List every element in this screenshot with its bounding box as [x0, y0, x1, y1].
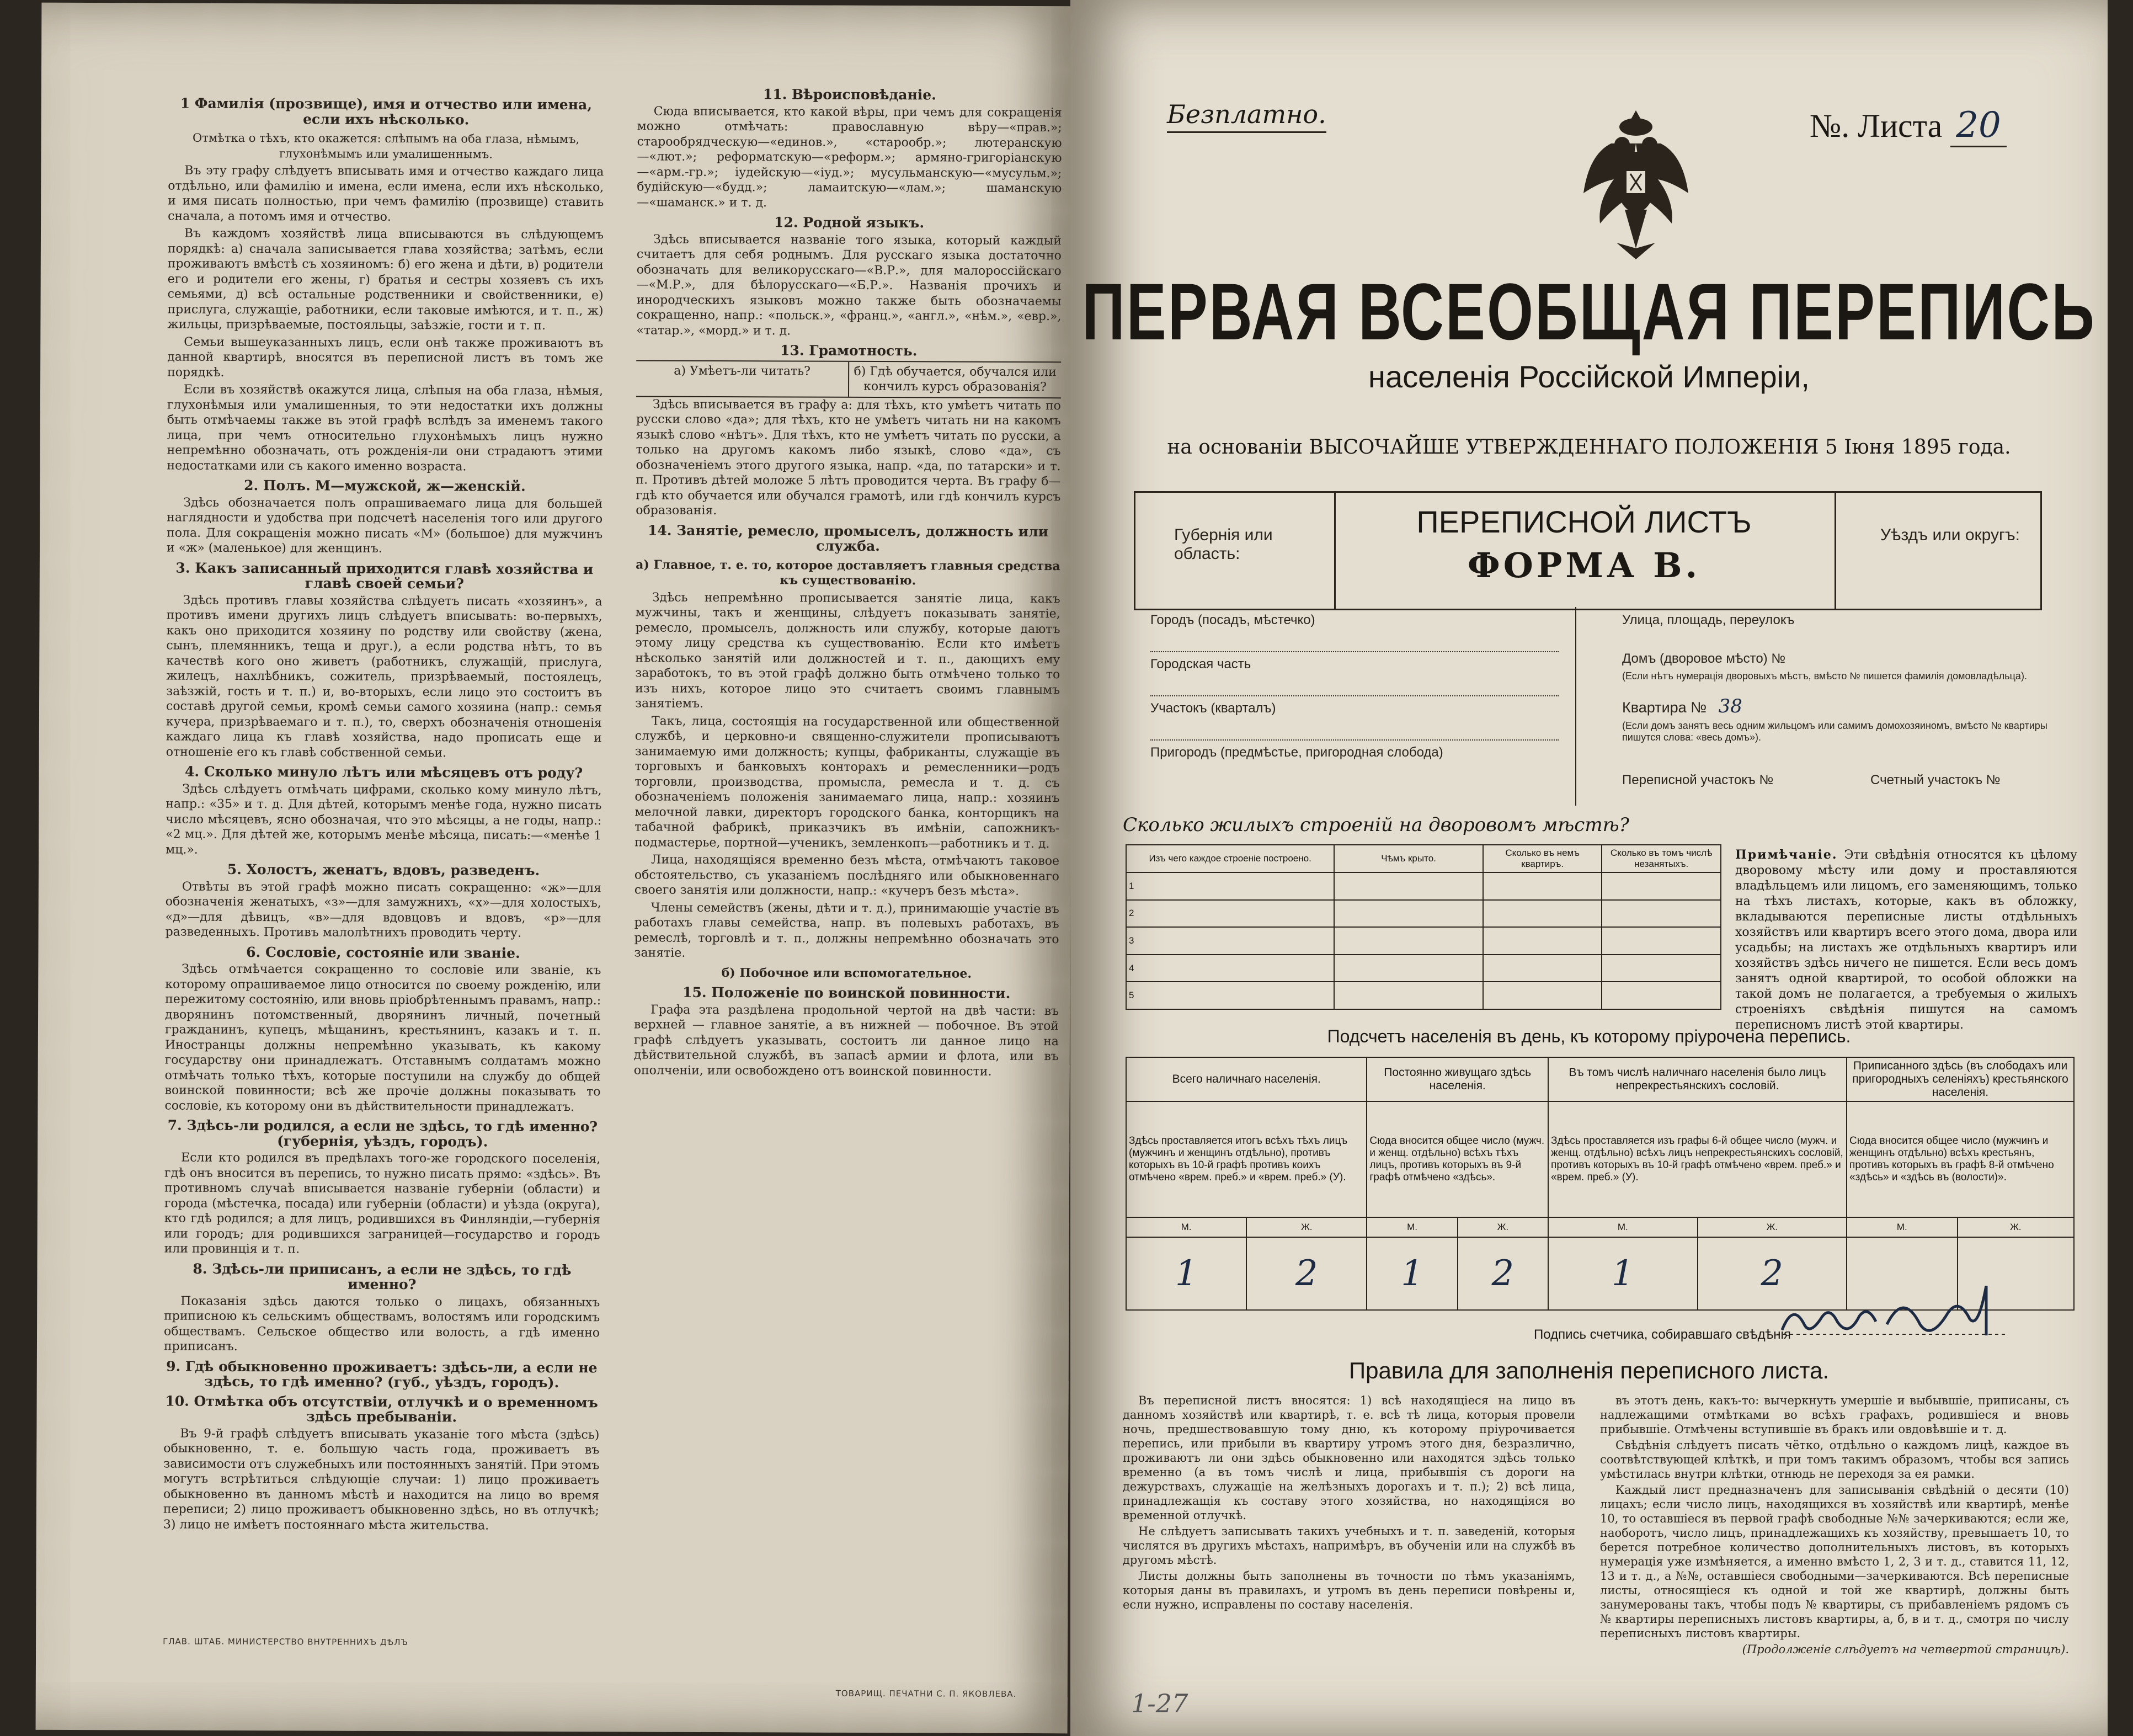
paragraph: Въ 9-й графѣ слѣдуетъ вписывать указаніе того мѣста (здѣсь) обыкновенно, т. е. большую часть года, проживаетъ въ зависимости отъ служебныхъ или постоянныхъ занятій. При этомъ могутъ встрѣтиться слѣдующіе случаи: 1) лицо проживаетъ обыкновенно въ данномъ мѣстѣ и находится на лицо во время переписи; 2) лицо проживаетъ обыкновенно здѣсь, но въ отлучкѣ; 3) лицо не имѣетъ постояннаго мѣста жительства.: [163, 1426, 600, 1533]
rules-column-2: [1600, 1393, 2069, 1657]
paragraph: Здѣсь обозначается полъ опрашиваемаго лица для большей наглядности и удобства при подсчетѣ населенія того или другого пола. Для сокращенія можно писать «М» (большое) для мужчинъ и «ж» (маленькое) для женщинъ.: [166, 496, 603, 556]
city-field[interactable]: Городъ (посадъ, мѣстечко): [1150, 613, 1315, 627]
buildings-table: [1126, 844, 1721, 1010]
table-cell[interactable]: [1602, 872, 1721, 900]
male-label: М.: [1847, 1217, 1958, 1237]
note-text: Эти свѣдѣнія относятся къ цѣлому дворовому мѣсту или дому и проставляются владѣльцемъ или лицомъ, его заменяющимъ, только на тѣхъ листахъ, которые, какъ въ обложку, вкладываются переписные листы отдѣльныхъ хозяйствъ или квартиръ всего этого дома, двора или усадьбы; на листахъ же отдѣльныхъ квартиръ или хозяйствъ здѣсь ничего не пишется. Если весь домъ занятъ одной квартирой, то особой обложки на такой домъ не полагается, а требуемыя о жилыхъ строеніяхъ свѣдѣнія пишутся на самомъ переписномъ листѣ этой квартиры.: [1735, 848, 2078, 1032]
population-count-table: [1126, 1057, 2075, 1311]
left-page: [36, 3, 1074, 1734]
buildings-row-label[interactable]: 5: [1126, 982, 1334, 1009]
sheet-number: [1810, 105, 2007, 146]
buildings-col-vacant: Сколько въ томъ числѣ незанятыхъ.: [1602, 845, 1721, 872]
apartment-field[interactable]: [1622, 695, 1742, 717]
section-heading-2: 2. Полъ. М—мужской, ж—женскій.: [244, 477, 526, 494]
section-heading-6: 6. Сословіе, состояніе или званіе.: [246, 944, 520, 961]
count-col-peasant: Приписанного здѣсь (въ слободахъ или пригородныхъ селеніяхъ) крестьянского населенія.: [1847, 1057, 2074, 1101]
count-desc-peasant: Сюда вносится общее число (мужчинъ и женщинъ отдѣльно) всѣхъ крестьянъ, противъ которыхъ въ графѣ 8-й отмѣчено «здѣсь» и «здѣсь въ (волости)».: [1847, 1101, 2074, 1217]
section-heading-11: 11. Вѣроисповѣданіе.: [762, 86, 936, 103]
table-cell[interactable]: [1334, 955, 1483, 982]
paragraph: Листы должны быть заполнены въ точности по тѣмъ указаніямъ, которыя даны въ правилахъ, и утромъ въ день переписи повѣрены и, если нужно, исправлены по составу населенія.: [1123, 1569, 1575, 1611]
count-col-permanent: Постоянно живущаго здѣсь населенія.: [1367, 1057, 1548, 1101]
table-cell[interactable]: [1483, 872, 1602, 900]
population-count-title: Подсчетъ населенія въ день, къ которому пріурочена перепись.: [1327, 1026, 1851, 1046]
apartment-label: Квартира №: [1622, 699, 1707, 716]
section-heading-5: 5. Холостъ, женатъ, вдовъ, разведенъ.: [227, 861, 540, 878]
census-area-field[interactable]: Переписной участокъ №: [1622, 773, 1774, 787]
sheet-number-value: 20: [1950, 105, 2006, 147]
male-label: М.: [1548, 1217, 1698, 1237]
paragraph: Показанія здѣсь даются только о лицахъ, обязанныхъ приписною къ сельскимъ обществамъ, волостямъ или городскимъ обществамъ. Сельское общество или волость, а гдѣ именно приписанъ.: [163, 1294, 600, 1354]
precinct-field[interactable]: Участокъ (кварталъ): [1150, 701, 1276, 716]
buildings-col-material: Изъ чего каждое строеніе построено.: [1126, 845, 1334, 872]
paragraph: Здѣсь непремѣнно прописывается занятіе лица, какъ мужчины, такъ и женщины, слѣдуетъ показывать занятіе, ремесло, промыселъ, должность или службу, которые даютъ этому лицу средства къ существованію. Если кто имѣетъ нѣсколько занятій или должностей и т. п., дающихъ ему заработокъ, то въ этой графѣ должно быть отмѣчено только то изъ нихъ, которое лицо это считаетъ своимъ главнымъ занятіемъ.: [634, 590, 1060, 711]
table-cell[interactable]: [1602, 955, 1721, 982]
count-value[interactable]: 1: [1548, 1237, 1698, 1310]
female-label: Ж.: [1958, 1217, 2074, 1237]
house-note: (Если нѣтъ нумерація дворовыхъ мѣстъ, вмѣсто № пишется фамилія домовладѣльца).: [1622, 670, 2027, 681]
paragraph: Отвѣты въ этой графѣ можно писать сокращенно: «ж»—для обозначенія женатыхъ, «з»—для замужнихъ, «х»—для холостыхъ, «д»—для дѣвицъ, «в»—для вдовцовъ и вдовъ, «р»—для разведенныхъ. Противъ малолѣтнихъ проводить черту.: [165, 880, 601, 940]
uezd-label: Уѣздъ или округъ:: [1880, 526, 2020, 544]
printer-mark-right: ТОВАРИЩ. ПЕЧАТНИ С. П. ЯКОВЛЕВА.: [835, 1688, 1017, 1699]
count-desc-nonpeasant: Здѣсь проставляется изъ графы 6-й общее число (мужч. и женщ. отдѣльно) всѣхъ лицъ непрекрестьянскихъ сословій, противъ которыхъ въ 10-й графѣ отмѣчено «врем. преб.» и «врем. преб.» (У).: [1548, 1101, 1847, 1217]
table-cell[interactable]: [1483, 900, 1602, 928]
form-title: ПЕРЕПИСНОЙ ЛИСТЪ: [1416, 504, 1752, 539]
section-heading-4: 4. Сколько минуло лѣтъ или мѣсяцевъ отъ роду?: [184, 763, 583, 781]
uezd-cell[interactable]: [1835, 493, 2040, 609]
form-title-cell: [1336, 493, 1832, 609]
buildings-col-apartments: Сколько въ немъ квартиръ.: [1483, 845, 1602, 872]
section-heading-13: 13. Грамотность.: [780, 342, 918, 359]
instructions-column-1: [163, 92, 604, 1536]
paragraph: Графа эта раздѣлена продольной чертой на двѣ части: въ верхней — главное занятіе, а въ нижней — побочное. Въ этой графѣ слѣдуетъ указывать, состоитъ ли данное лицо на дѣйствительной службѣ, въ запасѣ армии и флота, или въ ополченіи, или освобождено отъ воинской повинности.: [633, 1003, 1059, 1079]
page-title: ПЕРВАЯ ВСЕОБЩАЯ ПЕРЕПИСЬ: [1082, 266, 2096, 357]
table-cell[interactable]: [1483, 927, 1602, 955]
paragraph: Члены семействъ (жены, дѣти и т. д.), принимающіе участіе въ работахъ главы семейства, напр. въ полевыхъ работахъ, въ ремеслѣ, торговлѣ и т. п., должны непремѣнно обозначать это занятіе.: [634, 901, 1059, 960]
female-label: Ж.: [1246, 1217, 1367, 1237]
divider: [1150, 739, 1559, 741]
paragraph: Здѣсь отмѣчается сокращенно то сословіе или званіе, къ которому опрашиваемое лицо относится по своему рожденію, или пережитому состоянію, или вновь пріобрѣтеннымъ правамъ, напр.: дворянинъ потомственный, дворянинъ личный, почетный гражданинъ, купецъ, мѣщанинъ, крестьянинъ, казакъ и т. п. Иностранцы должны непремѣнно указывать, къ какому государству они принадлежатъ. Отставнымъ солдатамъ можно отмѣчать только тѣхъ, которые поступили на службу до общей воинской повинности; всѣ же прочіе должны показывать то сословіе, къ которому они въ дѣйствительности принадлежатъ.: [164, 962, 601, 1114]
gubernia-label: Губернія или область:: [1174, 526, 1273, 563]
archive-mark: 1-27: [1131, 1689, 1188, 1718]
table-cell[interactable]: [1334, 872, 1483, 900]
rules-column-1: [1123, 1393, 1575, 1613]
count-value[interactable]: 2: [1458, 1237, 1548, 1310]
paragraph: Въ переписной листъ вносятся: 1) всѣ находящіеся на лицо въ данномъ хозяйствѣ или квартирѣ, т. е. всѣ тѣ лица, которыя провели ночь, предшествовавшую тому дню, къ которому пріурочивается перепись, или прибыли въ квартиру утромъ этого дня, безразлично, проживаютъ ли они здѣсь обыкновенно или находятся здѣсь только временно (а въ томъ числѣ и лица, прибывшія съ дороги на дежурствахъ, служащіе на желѣзныхъ дорогахъ и т. п.); 2) всѣ лица, принадлежащія къ составу этого хозяйства, но находящіяся во временной отлучкѣ.: [1123, 1394, 1575, 1522]
count-value[interactable]: 1: [1126, 1237, 1246, 1310]
suburb-field[interactable]: Пригородъ (предмѣстье, пригородная слобода): [1150, 745, 1443, 760]
apartment-value: 38: [1718, 695, 1742, 717]
table-cell[interactable]: [1334, 927, 1483, 955]
paragraph: Здѣсь вписывается въ графу а: для тѣхъ, кто умѣетъ читать по русски слово «да»; для тѣхъ, кто не умѣетъ читать ни на какомъ языкѣ слово «нѣтъ». Для тѣхъ, кто не умѣетъ читать по русски, а только на другомъ какомъ либо языкѣ, слово «да», съ обозначеніемъ этого другого языка, напр. «да, по татарски» и т. п. Противъ дѣтей моложе 5 лѣтъ проводится черта. Въ графу б—гдѣ кто обучается или обучался грамотѣ, или гдѣ кончилъ курсъ образованія.: [636, 397, 1061, 518]
printer-mark-left: ГЛАВ. ШТАБ. МИНИСТЕРСТВО ВНУТРЕННИХЪ ДѢЛЪ: [163, 1636, 409, 1648]
count-desc-permanent: Сюда вносится общее число (мужч. и женщ. отдѣльно) всѣхъ тѣхъ лицъ, противъ которыхъ въ 9-й графѣ отмѣчено «здѣсь».: [1367, 1101, 1548, 1217]
paragraph: Въ каждомъ хозяйствѣ лица вписываются въ слѣдующемъ порядкѣ: а) сначала записывается глава хозяйства; затѣмъ, если проживаютъ вмѣстѣ съ хозяиномъ: б) его жена и дѣти, в) родители его и родители его жены, г) братья и сестры хозяевъ съ ихъ семьями, д) всѣ остальные родственники и свойственники, е) прислуга, служащіе, работники, если таковые имѣются, и т. п., ж) жильцы, призрѣваемые, постояльцы, заѣзжіе, гости и т. п.: [167, 226, 604, 333]
counter-signature: [1777, 1286, 2008, 1346]
buildings-col-roof: Чѣмъ крыто.: [1334, 845, 1483, 872]
address-fields: [1595, 607, 2047, 806]
sheet-number-label: №. Листа: [1810, 108, 1943, 144]
count-col-nonpeasant: Въ томъ числѣ наличнаго населенія было лицъ непрекрестьянскихъ сословій.: [1548, 1057, 1847, 1101]
male-label: М.: [1126, 1217, 1246, 1237]
count-value[interactable]: 2: [1246, 1237, 1367, 1310]
female-label: Ж.: [1458, 1217, 1548, 1237]
paragraph: Въ эту графу слѣдуетъ вписывать имя и отчество каждаго лица отдѣльно, или фамилію и имена, если имена, если ихъ нѣсколько, и имя писать полностью, при чемъ фамилію (прозвище) ставить сначала, а потомъ имя и отчество.: [168, 163, 604, 224]
table-cell[interactable]: [1334, 982, 1483, 1009]
table-cell[interactable]: [1602, 927, 1721, 955]
buildings-row-label[interactable]: 3: [1126, 927, 1334, 955]
page-subtitle: населенія Россійской Имперіи,: [1368, 359, 1810, 394]
buildings-note: [1735, 847, 2077, 1033]
buildings-row-label[interactable]: 4: [1126, 955, 1334, 982]
buildings-question: Сколько жилыхъ строеній на дворовомъ мѣстѣ?: [1123, 814, 1629, 836]
form-header-box: [1134, 491, 2042, 610]
note-heading: Отмѣтка о тѣхъ, кто окажется: слѣпымъ на оба глаза, нѣмымъ, глухонѣмымъ или умалишеннымъ.: [192, 131, 580, 161]
table-cell[interactable]: [1483, 955, 1602, 982]
apartment-note: (Если домъ занятъ весь одним жильцомъ или самимъ домохозяиномъ, вмѣсто № квартиры пишутся слова: «весь домъ»).: [1622, 720, 2047, 743]
legal-basis: на основаніи ВЫСОЧАЙШЕ УТВЕРЖДЕННАГО ПОЛОЖЕНІЯ 5 Іюня 1895 года.: [1167, 436, 2011, 459]
section-heading-3: 3. Какъ записанный приходится главѣ хозяйства и главѣ своей семьи?: [175, 560, 594, 592]
right-page: [1070, 0, 2108, 1736]
section-heading-1: 1 Фамилія (прозвище), имя и отчество или имена, если ихъ нѣсколько.: [180, 95, 592, 127]
gubernia-cell[interactable]: [1135, 493, 1336, 609]
section-heading-15: 15. Положеніе по воинской повинности.: [682, 984, 1011, 1002]
note-title: Примѣчаніе.: [1735, 848, 1838, 862]
buildings-row-label[interactable]: 2: [1126, 900, 1334, 928]
paragraph: Такъ, лица, состоящія на государственной или общественной службѣ, и церковно-и священно-служители прописываютъ занимаемую ими должность; купцы, фабриканты, служащіе въ торговыхъ и банковыхъ конторахъ и ремесленники—родъ торговли, производства, промысла, ремесла и т. д. съ обозначеніемъ положенія занимаемаго лица, напр.: хозяинъ мелочной лавки, директоръ городского банка, конторщикъ на табачной фабрикѣ, приказчикъ въ имѣніи, сапожникъ-подмастерье, портной—ученикъ, земленкопъ—работникъ и т. д.: [634, 714, 1060, 851]
divider: [1150, 651, 1559, 652]
paragraph: Здѣсь слѣдуетъ отмѣчать цифрами, сколько кому минуло лѣтъ, напр.: «35» и т. д. Для дѣтей, которымъ менѣе года, нужно писать число мѣсяцевъ, ясно обозначая, что это мѣсяцы, а не годы, напр.: «2 мц.». Для дѣтей же, которымъ менѣе мѣсяца, писать:—«менѣе 1 мц.».: [166, 782, 602, 857]
occupation-secondary-heading: б) Побочное или вспомогательное.: [721, 965, 972, 981]
buildings-row-label[interactable]: 1: [1126, 872, 1334, 900]
literacy-subheadings: [636, 360, 1061, 398]
section-heading-9: 9. Гдѣ обыкновенно проживаетъ: здѣсь-ли, а если не здѣсь, то гдѣ именно? (губ., уѣздъ, городъ).: [166, 1358, 598, 1391]
paragraph: Сюда вписывается, кто какой вѣры, при чемъ для сокращенія можно отмѣчать: православную вѣру—«прав.»; старообрядческую—«единов.», «старообр.»; лютеранскую—«лют.»; реформатскую—«реформ.»; армяно-григоріанскую—«арм.-гр.»; іудейскую—«іуд.»; мусульманскую—«мусульм.»; будійскую—«будд.»; ламаитскую—«лам.»; шаманскую—«шаманск.» и т. д.: [637, 104, 1062, 210]
occupation-main-question: а) Главное, т. е. то, которое доставляетъ главныя средства къ существованію.: [636, 557, 1060, 588]
location-fields: [1134, 607, 1576, 806]
section-heading-12: 12. Родной языкъ.: [774, 214, 925, 231]
count-col-total: Всего наличнаго населенія.: [1126, 1057, 1367, 1101]
paragraph: Здѣсь противъ главы хозяйства слѣдуетъ писать «хозяинъ», а противъ имени другихъ лицъ слѣдуетъ вписывать: во-первыхъ, какъ оно приходится хозяину по родству или свойству (жена, сынъ, племянникъ, теща и друг.), а если родства нѣтъ, то въ качествѣ кого оно живетъ (работникъ, служащій, прислуга, жилецъ, нахлѣбникъ, сожитель, призрѣваемый, постоялецъ, заѣзжій, гость и т. п.) и, во-вторыхъ, если лицо это состоитъ въ составѣ другой семьи, кромѣ семьи самого хозяина (напр.: семья кучера, призрѣваемаго и т. п.), то, сверхъ обозначенія отношенія каждаго лица къ главѣ хозяйства, надо прописать еще и отношеніе его къ главѣ собственной семьи.: [166, 593, 602, 760]
rules-title: Правила для заполненія переписного листа.: [1348, 1357, 1830, 1383]
count-value[interactable]: 2: [1698, 1237, 1847, 1310]
paragraph: въ этотъ день, какъ-то: вычеркнуть умершіе и выбывшіе, приписаны, съ надлежащими отмѣтками во всѣхъ графахъ, родившіеся и вновь прибывшіе. Отмѣчены вступившіе въ бракъ или овдовѣвшіе и т. д.: [1600, 1394, 2069, 1436]
section-heading-10: 10. Отмѣтка объ отсутствіи, отлучкѣ и о временномъ здѣсь пребываніи.: [165, 1393, 598, 1425]
section-heading-8: 8. Здѣсь-ли приписанъ, а если не здѣсь, то гдѣ именно?: [193, 1260, 572, 1293]
paragraph: Свѣдѣнія слѣдуетъ писать чётко, отдѣльно о каждомъ лицѣ, каждое въ соотвѣтствующей клѣткѣ, и при томъ такимъ образомъ, чтобы вся запись умѣстилась внутри клѣтки, отнюдь не переходя за ея рамки.: [1600, 1439, 2069, 1481]
count-area-field[interactable]: Счетный участокъ №: [1870, 773, 2001, 787]
city-district-field[interactable]: Городская часть: [1150, 657, 1251, 672]
paragraph: Семьи вышеуказанныхъ лицъ, если онѣ также проживаютъ въ данной квартирѣ, вносятся въ переписной листъ въ томъ же порядкѣ.: [167, 335, 604, 380]
table-cell[interactable]: [1334, 900, 1483, 928]
street-field[interactable]: Улица, площадь, переулокъ: [1622, 613, 1795, 627]
literacy-school-question: б) Гдѣ обучается, обучался или кончилъ курсъ образованія?: [854, 364, 1057, 395]
paragraph: Не слѣдуетъ записывать такихъ учебныхъ и т. п. заведеній, которыя числятся въ другихъ мѣстахъ, напримѣръ, въ обученіи или на службѣ въ другомъ мѣстѣ.: [1123, 1525, 1575, 1567]
house-field[interactable]: Домъ (дворовое мѣсто) №: [1622, 651, 1786, 666]
table-cell[interactable]: [1602, 982, 1721, 1009]
section-heading-14: 14. Занятіе, ремесло, промыселъ, должность или служба.: [647, 522, 1049, 555]
instructions-column-2: [634, 82, 1062, 1082]
continued-note: (Продолженіе слѣдуетъ на четвертой страницѣ).: [1742, 1643, 2069, 1656]
table-cell[interactable]: [1602, 900, 1721, 928]
paragraph: Если кто родился въ предѣлахъ того-же городского поселенія, гдѣ онъ вносится въ перепись, то нужно писать прямо: «здѣсь». Въ противномъ случаѣ вписывается названіе губерніи (области) и города (мѣстечка, посада) или губерніи (области) и уѣзда (округа), кто гдѣ родился; а для лицъ, родившихся въ Финляндіи,—губернія или городъ; для родившихся заграницей—государство и городъ или провинція и т. п.: [164, 1151, 601, 1256]
paragraph: Лица, находящіяся временно безъ мѣста, отмѣчаютъ таковое обстоятельство, съ указаніемъ послѣдняго или обыкновеннаго своего занятія или должности, напр.: «кучеръ безъ мѣста».: [634, 853, 1060, 898]
section-heading-7: 7. Здѣсь-ли родился, а если не здѣсь, то гдѣ именно? (губернія, уѣздъ, городъ).: [167, 1117, 598, 1150]
table-cell[interactable]: [1483, 982, 1602, 1009]
free-label: Безплатно.: [1167, 99, 1326, 133]
divider: [1150, 695, 1559, 696]
count-value[interactable]: 1: [1367, 1237, 1457, 1310]
paragraph: Здѣсь вписывается названіе того языка, который каждый считаетъ для себя роднымъ. Для русскаго языка достаточно обозначать для великорусскаго—«В.Р.», для малороссійскаго—«М.Р.», для бѣлорусскаго—«Б.Р.». Названія прочихъ и инородческихъ языковъ можно также быть обозначаемы сокращенно, напр.: «польск.», «франц.», «англ.», «нѣм.», «евр.», «татар.», «морд.» и т. д.: [636, 232, 1062, 338]
imperial-eagle-emblem: [1578, 105, 1694, 265]
count-desc-total: Здѣсь проставляется итогъ всѣхъ тѣхъ лицъ (мужчинъ и женщинъ отдѣльно), противъ которыхъ въ 10-й графѣ противъ коихъ отмѣчено «врем. преб.» и «врем. преб.» (У).: [1126, 1101, 1367, 1217]
male-label: М.: [1367, 1217, 1457, 1237]
literacy-read-question: а) Умѣетъ-ли читать?: [636, 361, 849, 396]
paragraph: Если въ хозяйствѣ окажутся лица, слѣпыя на оба глаза, нѣмыя, глухонѣмыя или умалишенныя, то эти недостатки ихъ должны быть отмѣчаемы также въ этой графѣ вслѣдъ за именемъ такого лица, при чемъ относительно глухонѣмыхъ лицъ нужно непремѣнно обозначать, отъ рожденія-ли они страдаютъ этими недостатками или съ какого именно возраста.: [167, 382, 604, 473]
female-label: Ж.: [1698, 1217, 1847, 1237]
paragraph: Каждый лист предназначенъ для записыванія свѣдѣній о десяти (10) лицахъ; если число лицъ, находящихся въ хозяйствѣ или квартирѣ, менѣе 10, то оставшіеся въ первой графѣ свободные №№ зачеркиваются; если же, наоборотъ, число лицъ, принадлежащихъ къ хозяйству, превышаетъ 10, то берется потребное количество дополнительныхъ листовъ, въ которыхъ нумерація уже измѣняется, а именно вмѣсто 1, 2, 3 и т. д., ставится 11, 12, 13 и т. д., а №№, оставшіеся свободными—зачеркиваются. Всѣ переписные листы, относящіеся къ одной и той же квартирѣ, должны быть занумерованы такъ, чтобы подъ № квартиры, съ прибавленіемъ рядомъ съ № квартиры переписныхъ листовъ квартиры, а, б, в и т. д., смотря по числу переписныхъ листовъ квартиры.: [1600, 1483, 2069, 1640]
form-subtitle: ФОРМА В.: [1467, 545, 1701, 585]
signature-label: Подпись счетчика, собиравшаго свѣдѣнія: [1534, 1327, 1791, 1342]
